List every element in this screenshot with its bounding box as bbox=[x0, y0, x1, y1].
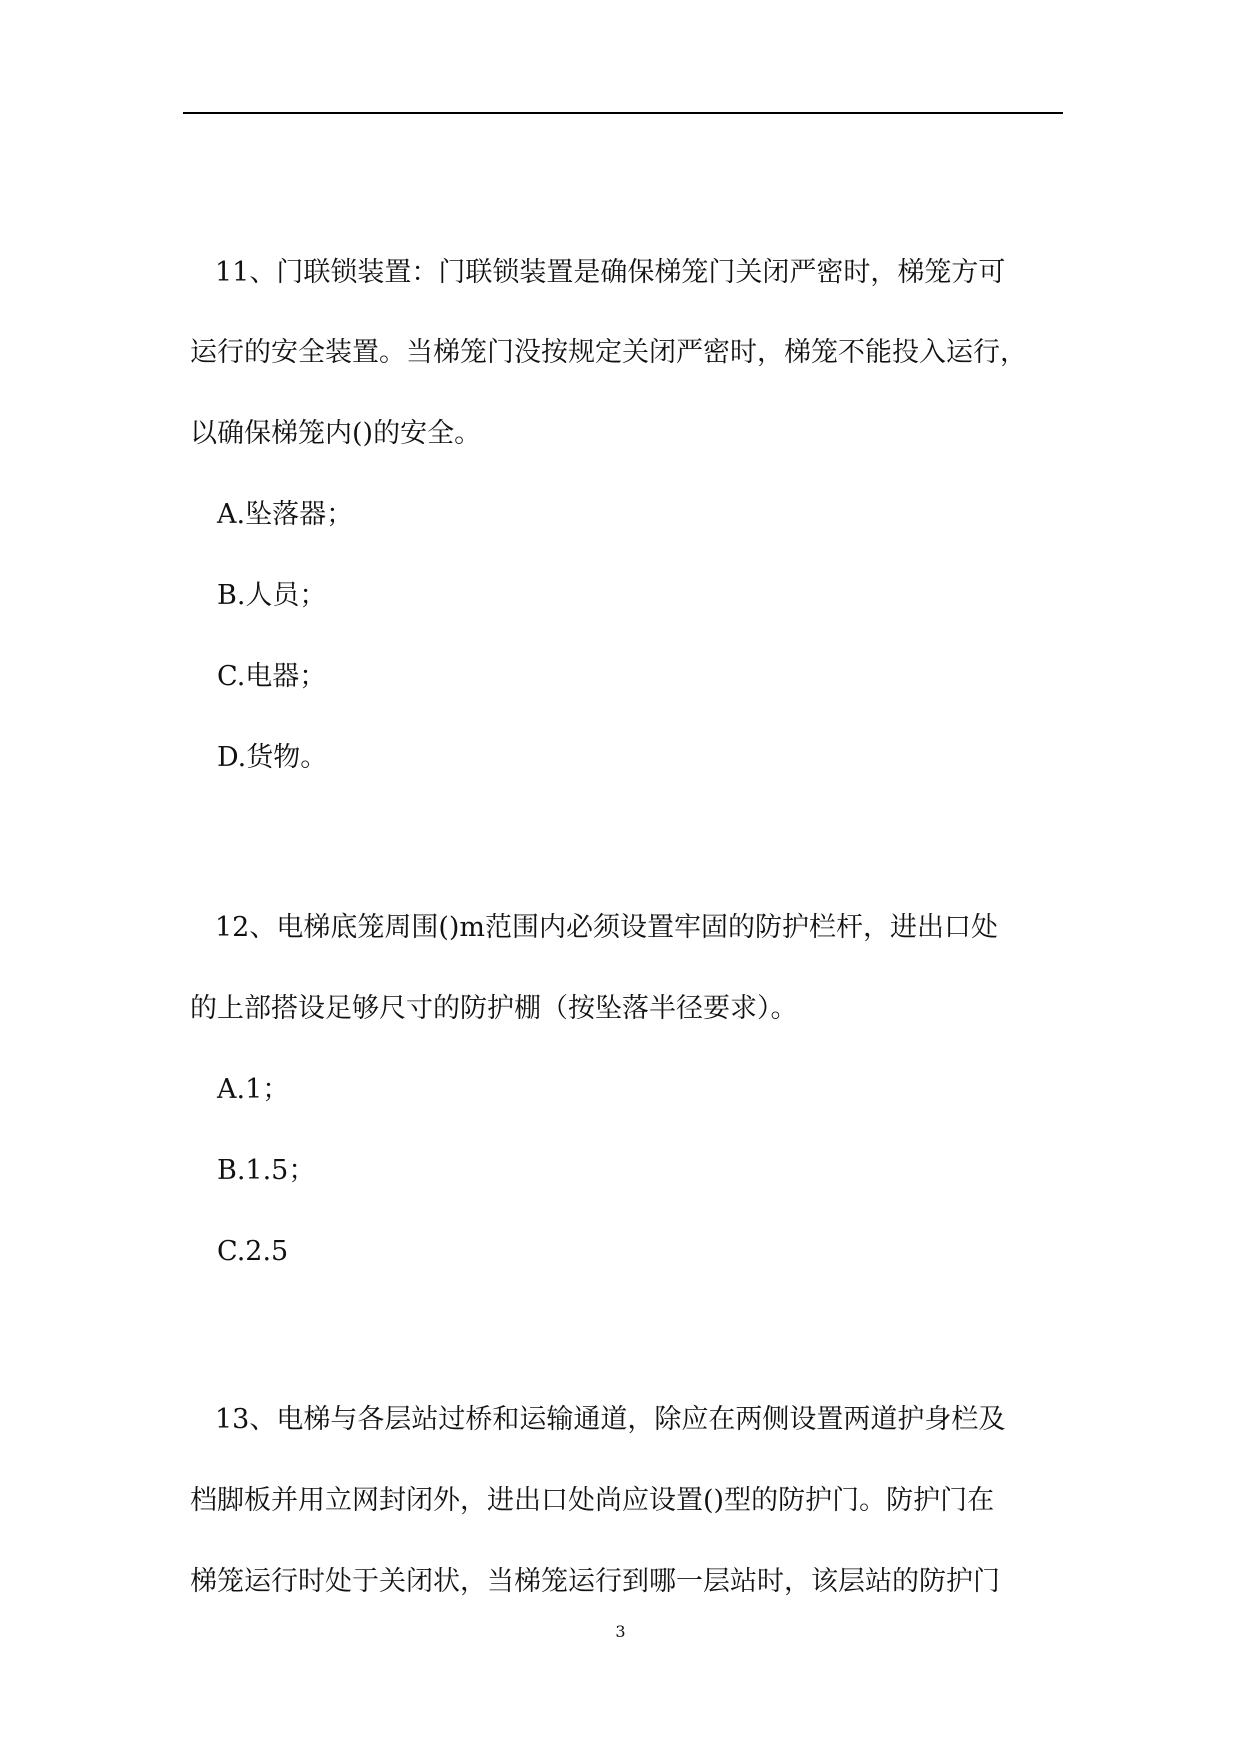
question-12-option-b: B.1.5； bbox=[217, 1155, 316, 1186]
question-12-option-a: A.1； bbox=[217, 1074, 290, 1105]
question-11-option-b: B.人员； bbox=[217, 580, 327, 611]
question-11-line-1: 11、门联锁装置：门联锁装置是确保梯笼门关闭严密时，梯笼方可 bbox=[215, 257, 1006, 288]
question-13-line-3: 梯笼运行时处于关闭状，当梯笼运行到哪一层站时，该层站的防护门 bbox=[190, 1566, 1000, 1597]
question-12-line-2: 的上部搭设足够尺寸的防护棚（按坠落半径要求）。 bbox=[190, 993, 798, 1024]
question-12-line-1: 12、电梯底笼周围()m范围内必须设置牢固的防护栏杆，进出口处 bbox=[215, 912, 999, 943]
question-13-line-2: 档脚板并用立网封闭外，进出口处尚应设置()型的防护门。防护门在 bbox=[190, 1485, 995, 1516]
question-11-line-2: 运行的安全装置。当梯笼门没按规定关闭严密时，梯笼不能投入运行， bbox=[190, 337, 1027, 368]
question-11-option-c: C.电器； bbox=[217, 661, 327, 692]
question-11-option-a: A.坠落器； bbox=[217, 499, 354, 530]
question-11-line-3: 以确保梯笼内()的安全。 bbox=[190, 418, 482, 449]
question-12-option-c: C.2.5 bbox=[217, 1236, 289, 1267]
page-number: 3 bbox=[615, 1622, 626, 1641]
question-13-line-1: 13、电梯与各层站过桥和运输通道，除应在两侧设置两道护身栏及 bbox=[215, 1404, 1006, 1435]
question-11-option-d: D.货物。 bbox=[217, 742, 328, 773]
header-rule bbox=[183, 112, 1063, 114]
